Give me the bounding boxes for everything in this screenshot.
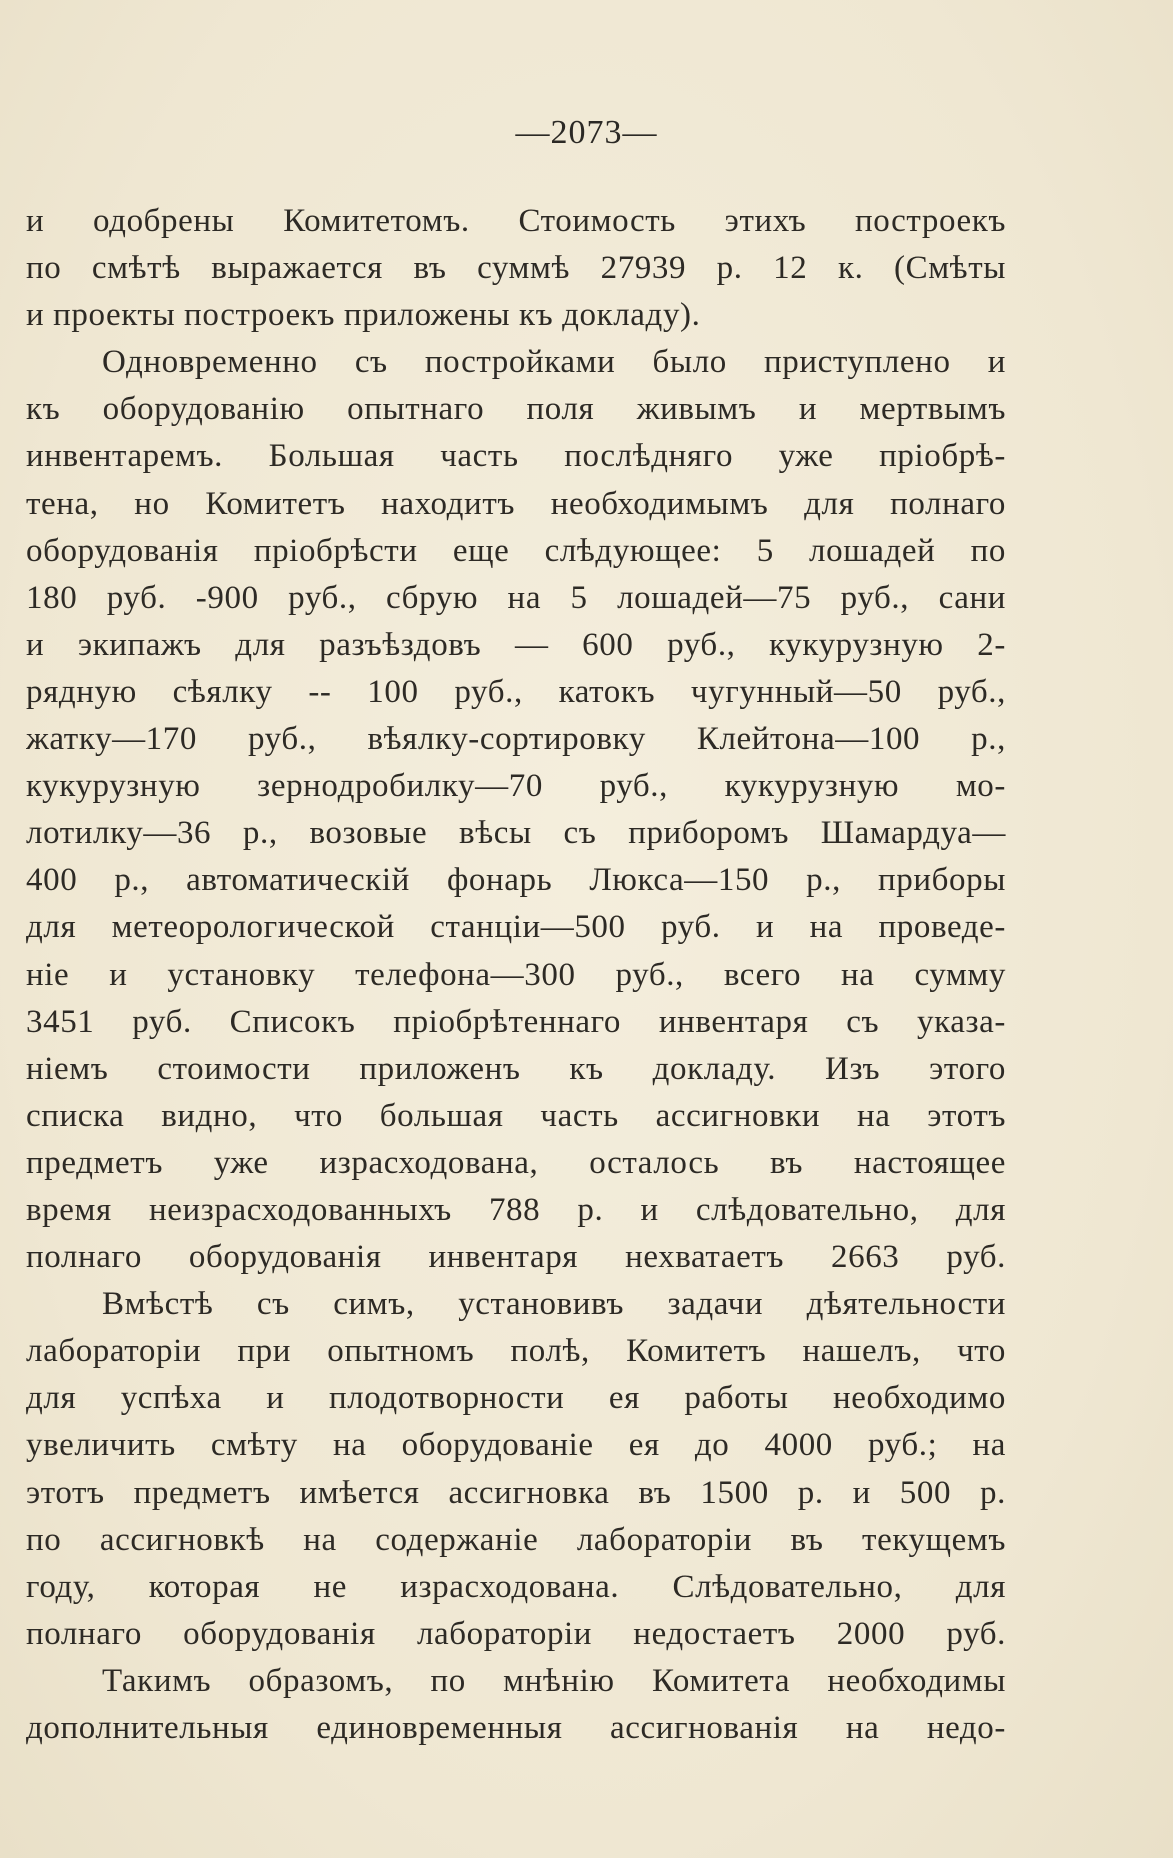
text-line: кукурузную зернодробилку—70 руб., кукурузную мо- [26, 768, 1006, 805]
text-line: тена, но Комитетъ находитъ необходимымъ для полнаго [26, 485, 1006, 522]
text-line: лабораторіи при опытномъ полѣ, Комитетъ нашелъ, что [26, 1333, 1006, 1370]
text-line: къ оборудованію опытнаго поля живымъ и мертвымъ [26, 391, 1006, 428]
text-line: инвентаремъ. Большая часть послѣдняго уже пріобрѣ- [26, 438, 1006, 475]
text-line: оборудованія пріобрѣсти еще слѣдующее: 5 лошадей по [26, 532, 1006, 569]
text-line: 3451 руб. Списокъ пріобрѣтеннаго инвентаря съ указа- [26, 1003, 1006, 1040]
text-line: списка видно, что большая часть ассигновки на этотъ [26, 1097, 1006, 1134]
text-line: для метеорологической станціи—500 руб. и на проведе- [26, 909, 1006, 946]
text-line: полнаго оборудованія лабораторіи недостаетъ 2000 руб. [26, 1615, 1006, 1652]
text-line: Одновременно съ постройками было приступлено и [102, 344, 1006, 381]
text-line: полнаго оборудованія инвентаря нехватаетъ 2663 руб. [26, 1239, 1006, 1276]
page-number: —2073— [515, 114, 658, 151]
text-line: ніе и установку телефона—300 руб., всего на сумму [26, 956, 1006, 993]
text-line: Вмѣстѣ съ симъ, установивъ задачи дѣятельности [102, 1286, 1006, 1323]
text-line: по смѣтѣ выражается въ суммѣ 27939 р. 12 к. (Смѣты [26, 250, 1006, 287]
text-line: этотъ предметъ имѣется ассигновка въ 1500 р. и 500 р. [26, 1474, 1006, 1511]
text-line: ніемъ стоимости приложенъ къ докладу. Изъ этого [26, 1050, 1006, 1087]
text-line: и экипажъ для разъѣздовъ — 600 руб., кукурузную 2- [26, 626, 1006, 663]
text-line: по ассигновкѣ на содержаніе лабораторіи въ текущемъ [26, 1521, 1006, 1558]
text-line: для успѣха и плодотворности ея работы необходимо [26, 1380, 1006, 1417]
text-line: году, которая не израсходована. Слѣдовательно, для [26, 1568, 1006, 1605]
text-line: дополнительныя единовременныя ассигнованія на недо- [26, 1710, 1006, 1746]
text-line: и проекты построекъ приложены къ докладу). [26, 297, 701, 334]
text-line: рядную сѣялку -- 100 руб., катокъ чугунный—50 руб., [26, 673, 1006, 710]
text-line: Такимъ образомъ, по мнѣнію Комитета необходимы [102, 1662, 1006, 1699]
text-line: 400 р., автоматическій фонарь Люкса—150 р., приборы [26, 862, 1006, 899]
text-line: время неизрасходованныхъ 788 р. и слѣдовательно, для [26, 1191, 1006, 1228]
text-line: предметъ уже израсходована, осталось въ настоящее [26, 1144, 1006, 1181]
body-text [26, 198, 1006, 1752]
text-line: увеличить смѣту на оборудованіе ея до 4000 руб.; на [26, 1427, 1006, 1464]
text-line: и одобрены Комитетомъ. Стоимость этихъ построекъ [26, 203, 1006, 239]
text-line: жатку—170 руб., вѣялку-сортировку Клейтона—100 р., [26, 721, 1006, 758]
text-line: лотилку—36 р., возовые вѣсы съ приборомъ Шамардуа— [26, 815, 1006, 852]
text-line: 180 руб. -900 руб., сбрую на 5 лошадей—75 руб., сани [26, 579, 1006, 616]
